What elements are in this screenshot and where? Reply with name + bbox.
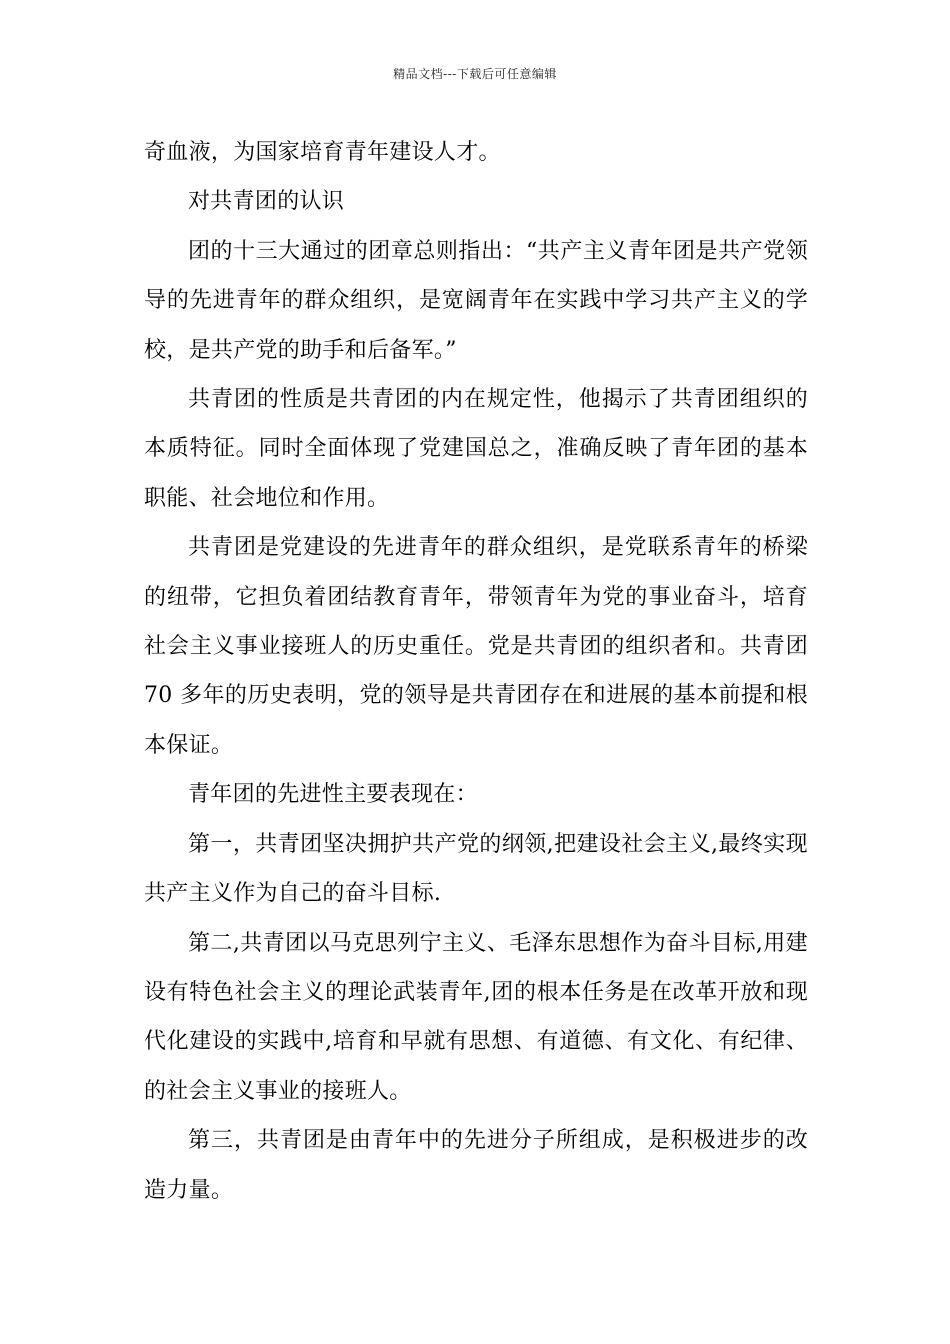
paragraph: 第二,共青团以马克思列宁主义、毛泽东思想作为奋斗目标,用建设有特色社会主义的理论武装青年,团的根本任务是在改革开放和现代化建设的实践中,培育和早就有思想、有道德、有文化、有纪律、的社会主义事业的接班人。 xyxy=(144,930,808,1104)
paragraph: 第一，共青团坚决拥护共产党的纲领,把建设社会主义,最终实现共产主义作为自己的奋斗目标. xyxy=(144,831,808,907)
paragraph: 第三，共青团是由青年中的先进分子所组成，是积极进步的改造力量。 xyxy=(144,1128,808,1203)
document-body xyxy=(144,128,808,1215)
paragraph: 青年团的先进性主要表现在： xyxy=(188,782,478,808)
paragraph: 团的十三大通过的团章总则指出：“共产主义青年团是共产党领导的先进青年的群众组织，是宽阔青年在实践中学习共产主义的学校，是共产党的助手和后备军。” xyxy=(144,238,808,363)
paragraph-continuation: 奇血液，为国家培育青年建设人才。 xyxy=(144,140,501,165)
section-heading: 对共青团的认识 xyxy=(188,189,345,215)
page-header: 精品文档---下载后可任意编辑 xyxy=(393,67,557,81)
paragraph: 共青团的性质是共青团的内在规定性，他揭示了共青团组织的本质特征。同时全面体现了党建国总之，准确反映了青年团的基本职能、社会地位和作用。 xyxy=(144,387,808,511)
paragraph: 共青团是党建设的先进青年的群众组织，是党联系青年的桥梁的纽带，它担负着团结教育青年，带领青年为党的事业奋斗，培育社会主义事业接班人的历史重任。党是共青团的组织者和。共青团 70 多年的历史表明，党的领导是共青团存在和进展的基本前提和根本保证。 xyxy=(144,535,808,758)
